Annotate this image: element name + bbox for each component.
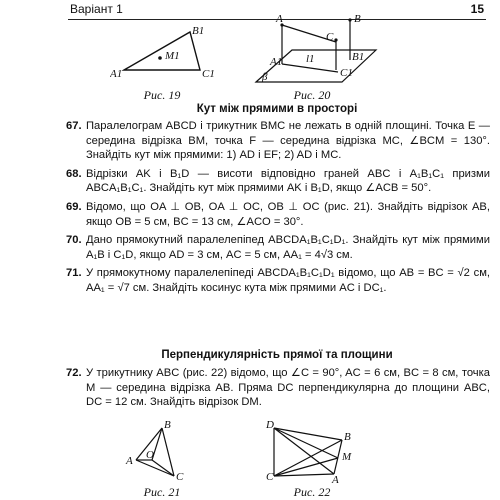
label-c: C bbox=[176, 471, 184, 483]
label-a: A bbox=[126, 455, 133, 467]
label-beta: β bbox=[262, 71, 268, 83]
problem-number: 71. bbox=[66, 267, 82, 280]
label-a1: A1 bbox=[110, 68, 123, 80]
problem-list-1 bbox=[66, 119, 490, 300]
problem-text: Відрізки AK і B₁D — висоти відповідно граней ABC і A₁B₁C₁ призми ABCA₁B₁C₁. Знайдіть кут між прямими AK і B₁D, якщо ∠ACB = 50°. bbox=[86, 167, 490, 195]
label-b: B bbox=[344, 431, 351, 443]
problem-list-2 bbox=[66, 366, 490, 414]
edge-cb bbox=[274, 440, 342, 476]
problem-70 bbox=[66, 233, 490, 262]
problem-72 bbox=[66, 366, 490, 410]
point-m1 bbox=[158, 56, 162, 60]
variant-label: Варіант 1 bbox=[70, 2, 123, 16]
problem-69 bbox=[66, 200, 490, 229]
edge-db bbox=[274, 428, 342, 440]
problem-68 bbox=[66, 167, 490, 196]
caption-fig19: Рис. 19 bbox=[143, 88, 181, 102]
problem-71 bbox=[66, 266, 490, 295]
label-b1: B1 bbox=[352, 51, 365, 63]
label-a1: A1 bbox=[270, 56, 283, 68]
label-b: B bbox=[354, 13, 361, 25]
problem-number: 72. bbox=[66, 367, 82, 379]
problem-text: У прямокутному паралелепіпеді ABCDA₁B₁C₁D₁ відомо, що AB = BC = √2 см, AA₁ = √7 см. Знайдіть косинус кута між прямими AC і DC₁. bbox=[86, 267, 490, 294]
label-m1: M1 bbox=[165, 50, 180, 62]
problem-text: У трикутнику ABC (рис. 22) відомо, що ∠C = 90°, AC = 6 см, BC = 8 см, точка M — середина відрізка AB. Пряма DC перпендикулярна до площини ABC, DC = 12 см. Знайдіть відрізок DM. bbox=[86, 367, 490, 409]
label-c: C bbox=[266, 471, 274, 483]
label-b1: B1 bbox=[192, 25, 205, 37]
problem-67 bbox=[66, 119, 490, 163]
label-c: C bbox=[326, 31, 334, 43]
caption-fig22: Рис. 22 bbox=[293, 485, 331, 499]
problem-number: 70. bbox=[66, 234, 82, 247]
label-m: M bbox=[342, 451, 352, 463]
section-title-perpendicularity: Перпендикулярність прямої та площини bbox=[161, 349, 393, 361]
figure-22 bbox=[262, 418, 362, 484]
problem-text: Відомо, що OA ⊥ OB, OA ⊥ OC, OB ⊥ OC (рис. 21). Знайдіть відрізок AB, якщо OB = 5 см, BC = 13 см, ∠ACO = 30°. bbox=[86, 200, 490, 228]
problem-text: Паралелограм ABCD і трикутник BMC не лежать в одній площині. Точка E — середина відрізка BM, точка F — середина відрізка MC, ∠BCM = 130°. Знайдіть кут між прямими: 1) AD і EF; 2) AD і MC. bbox=[86, 120, 490, 162]
triangle-a1b1c1 bbox=[124, 32, 200, 70]
caption-fig21: Рис. 21 bbox=[143, 485, 181, 499]
point-c bbox=[334, 38, 337, 41]
edge-dm bbox=[274, 428, 338, 458]
label-l1: l1 bbox=[306, 53, 315, 65]
caption-fig20: Рис. 20 bbox=[293, 88, 331, 102]
figure-19 bbox=[110, 22, 220, 88]
line-l1 bbox=[282, 64, 338, 72]
problem-number: 67. bbox=[66, 120, 82, 132]
label-a: A bbox=[276, 13, 283, 25]
label-c1: C1 bbox=[340, 67, 353, 79]
edge-ca bbox=[274, 474, 334, 476]
edge-cm bbox=[274, 458, 338, 476]
label-d: D bbox=[266, 419, 274, 431]
section-title-angle-between-lines: Кут між прямими в просторі bbox=[196, 103, 358, 115]
problem-number: 69. bbox=[66, 200, 82, 213]
label-c1: C1 bbox=[202, 68, 215, 80]
page-number: 15 bbox=[470, 2, 484, 16]
figure-21 bbox=[116, 418, 196, 484]
label-a: A bbox=[332, 474, 339, 484]
problem-text: Дано прямокутний паралелепіпед ABCDA₁B₁C₁D₁. Знайдіть кут між прямими A₁B і C₁D, якщо AD = 3 см, AC = 5 см, AA₁ = 4√3 см. bbox=[86, 234, 490, 261]
figure-20 bbox=[246, 12, 386, 90]
label-o: O bbox=[146, 449, 154, 461]
problem-number: 68. bbox=[66, 167, 82, 180]
label-b: B bbox=[164, 419, 171, 431]
point-b bbox=[348, 18, 351, 21]
